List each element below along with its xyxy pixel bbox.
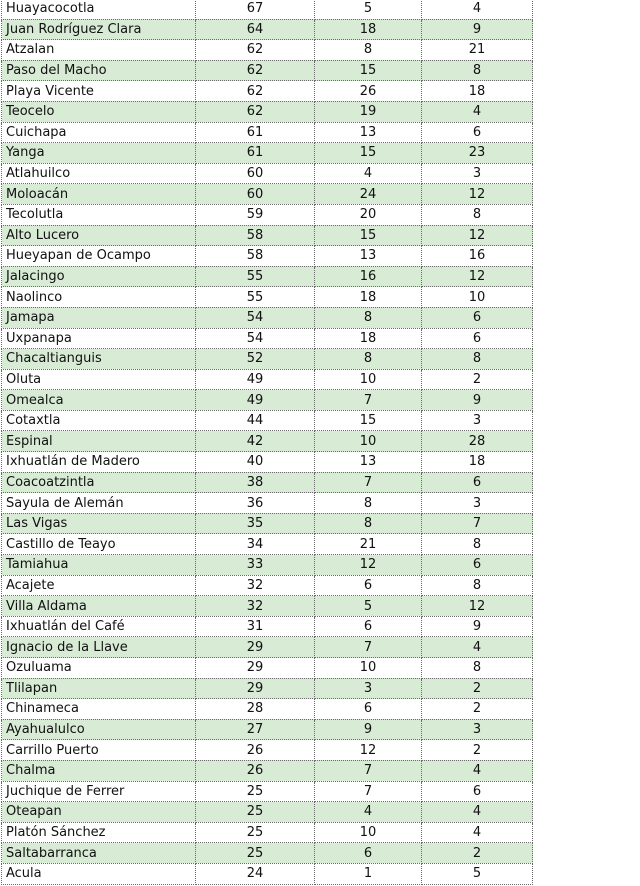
value-cell-1: 67 (196, 0, 315, 19)
value-cell-2: 4 (315, 163, 422, 184)
value-cell-1: 32 (196, 575, 315, 596)
value-cell-2: 18 (315, 19, 422, 40)
value-cell-2: 8 (315, 493, 422, 514)
municipality-name-cell: Ayahualulco (2, 719, 196, 740)
municipality-name-cell: Teocelo (2, 101, 196, 122)
municipality-name-cell: Cotaxtla (2, 410, 196, 431)
value-cell-1: 27 (196, 719, 315, 740)
municipality-name-cell: Uxpanapa (2, 328, 196, 349)
value-cell-3: 12 (422, 596, 533, 617)
table-row (2, 843, 533, 864)
value-cell-3: 2 (422, 740, 533, 761)
value-cell-3: 3 (422, 719, 533, 740)
value-cell-3: 16 (422, 246, 533, 267)
value-cell-2: 18 (315, 287, 422, 308)
value-cell-3: 2 (422, 699, 533, 720)
value-cell-2: 7 (315, 781, 422, 802)
value-cell-2: 6 (315, 843, 422, 864)
value-cell-1: 62 (196, 60, 315, 81)
table-row (2, 699, 533, 720)
table-row (2, 760, 533, 781)
value-cell-1: 55 (196, 266, 315, 287)
value-cell-2: 15 (315, 410, 422, 431)
table-row (2, 555, 533, 576)
value-cell-2: 15 (315, 60, 422, 81)
table-row (2, 40, 533, 61)
value-cell-2: 6 (315, 699, 422, 720)
municipality-name-cell: Cuichapa (2, 122, 196, 143)
value-cell-2: 10 (315, 431, 422, 452)
value-cell-1: 61 (196, 143, 315, 164)
value-cell-3: 8 (422, 349, 533, 370)
value-cell-2: 6 (315, 616, 422, 637)
table-row (2, 122, 533, 143)
municipality-name-cell: Hueyapan de Ocampo (2, 246, 196, 267)
municipality-name-cell: Oteapan (2, 802, 196, 823)
table-row (2, 493, 533, 514)
table-row (2, 0, 533, 19)
municipality-name-cell: Sayula de Alemán (2, 493, 196, 514)
value-cell-3: 9 (422, 19, 533, 40)
table-row (2, 163, 533, 184)
value-cell-2: 7 (315, 472, 422, 493)
municipality-name-cell: Villa Aldama (2, 596, 196, 617)
table-row (2, 781, 533, 802)
municipality-name-cell: Huayacocotla (2, 0, 196, 19)
value-cell-2: 24 (315, 184, 422, 205)
value-cell-3: 9 (422, 390, 533, 411)
municipality-name-cell: Juchique de Ferrer (2, 781, 196, 802)
table-row (2, 658, 533, 679)
value-cell-2: 5 (315, 596, 422, 617)
table-row (2, 143, 533, 164)
value-cell-1: 62 (196, 81, 315, 102)
value-cell-1: 34 (196, 534, 315, 555)
table-row (2, 513, 533, 534)
value-cell-3: 4 (422, 637, 533, 658)
table-row (2, 81, 533, 102)
value-cell-3: 3 (422, 493, 533, 514)
value-cell-1: 28 (196, 699, 315, 720)
municipality-name-cell: Ignacio de la Llave (2, 637, 196, 658)
table-row (2, 637, 533, 658)
value-cell-1: 25 (196, 802, 315, 823)
municipality-name-cell: Coacoatzintla (2, 472, 196, 493)
table-row (2, 452, 533, 473)
municipality-name-cell: Castillo de Teayo (2, 534, 196, 555)
table-row (2, 369, 533, 390)
table-row (2, 307, 533, 328)
municipality-name-cell: Espinal (2, 431, 196, 452)
value-cell-3: 4 (422, 101, 533, 122)
value-cell-3: 6 (422, 781, 533, 802)
value-cell-2: 19 (315, 101, 422, 122)
municipality-name-cell: Tamiahua (2, 555, 196, 576)
value-cell-3: 2 (422, 678, 533, 699)
value-cell-3: 6 (422, 307, 533, 328)
value-cell-1: 29 (196, 678, 315, 699)
table-row (2, 616, 533, 637)
municipality-name-cell: Moloacán (2, 184, 196, 205)
value-cell-3: 5 (422, 863, 533, 884)
value-cell-3: 8 (422, 204, 533, 225)
value-cell-3: 8 (422, 60, 533, 81)
value-cell-1: 49 (196, 369, 315, 390)
value-cell-2: 8 (315, 40, 422, 61)
value-cell-1: 58 (196, 246, 315, 267)
municipality-name-cell: Naolinco (2, 287, 196, 308)
municipality-table (1, 0, 533, 885)
municipality-name-cell: Jamapa (2, 307, 196, 328)
municipality-name-cell: Carrillo Puerto (2, 740, 196, 761)
table-row (2, 822, 533, 843)
municipality-name-cell: Omealca (2, 390, 196, 411)
table-row (2, 596, 533, 617)
value-cell-2: 7 (315, 390, 422, 411)
value-cell-2: 15 (315, 225, 422, 246)
value-cell-1: 55 (196, 287, 315, 308)
value-cell-1: 62 (196, 40, 315, 61)
value-cell-2: 3 (315, 678, 422, 699)
value-cell-3: 4 (422, 802, 533, 823)
value-cell-1: 62 (196, 101, 315, 122)
value-cell-2: 8 (315, 349, 422, 370)
table-row (2, 184, 533, 205)
value-cell-3: 8 (422, 534, 533, 555)
value-cell-3: 2 (422, 369, 533, 390)
table-row (2, 472, 533, 493)
value-cell-3: 6 (422, 472, 533, 493)
value-cell-2: 7 (315, 637, 422, 658)
value-cell-2: 13 (315, 452, 422, 473)
municipality-name-cell: Saltabarranca (2, 843, 196, 864)
table-row (2, 225, 533, 246)
value-cell-1: 31 (196, 616, 315, 637)
value-cell-3: 6 (422, 555, 533, 576)
value-cell-1: 42 (196, 431, 315, 452)
value-cell-1: 35 (196, 513, 315, 534)
municipality-name-cell: Chinameca (2, 699, 196, 720)
table-row (2, 266, 533, 287)
table-row (2, 431, 533, 452)
value-cell-1: 61 (196, 122, 315, 143)
value-cell-1: 33 (196, 555, 315, 576)
municipality-name-cell: Platón Sánchez (2, 822, 196, 843)
table-row (2, 863, 533, 884)
value-cell-1: 38 (196, 472, 315, 493)
value-cell-2: 7 (315, 760, 422, 781)
value-cell-1: 52 (196, 349, 315, 370)
municipality-name-cell: Yanga (2, 143, 196, 164)
municipality-name-cell: Acajete (2, 575, 196, 596)
table-row (2, 287, 533, 308)
value-cell-1: 58 (196, 225, 315, 246)
table-row (2, 410, 533, 431)
value-cell-1: 54 (196, 328, 315, 349)
value-cell-3: 2 (422, 843, 533, 864)
value-cell-3: 3 (422, 163, 533, 184)
value-cell-2: 16 (315, 266, 422, 287)
value-cell-2: 9 (315, 719, 422, 740)
value-cell-1: 64 (196, 19, 315, 40)
value-cell-3: 12 (422, 184, 533, 205)
value-cell-1: 59 (196, 204, 315, 225)
value-cell-1: 32 (196, 596, 315, 617)
value-cell-2: 26 (315, 81, 422, 102)
value-cell-3: 18 (422, 452, 533, 473)
value-cell-2: 6 (315, 575, 422, 596)
value-cell-2: 12 (315, 740, 422, 761)
municipality-name-cell: Ixhuatlán del Café (2, 616, 196, 637)
value-cell-1: 44 (196, 410, 315, 431)
value-cell-1: 60 (196, 163, 315, 184)
value-cell-2: 12 (315, 555, 422, 576)
value-cell-1: 24 (196, 863, 315, 884)
value-cell-2: 8 (315, 513, 422, 534)
value-cell-1: 54 (196, 307, 315, 328)
value-cell-2: 20 (315, 204, 422, 225)
value-cell-1: 60 (196, 184, 315, 205)
value-cell-2: 5 (315, 0, 422, 19)
value-cell-3: 18 (422, 81, 533, 102)
value-cell-3: 9 (422, 616, 533, 637)
table-row (2, 101, 533, 122)
value-cell-3: 12 (422, 225, 533, 246)
value-cell-3: 23 (422, 143, 533, 164)
value-cell-1: 29 (196, 637, 315, 658)
value-cell-3: 10 (422, 287, 533, 308)
value-cell-1: 25 (196, 781, 315, 802)
value-cell-1: 25 (196, 843, 315, 864)
value-cell-2: 13 (315, 246, 422, 267)
value-cell-3: 4 (422, 760, 533, 781)
value-cell-1: 26 (196, 760, 315, 781)
table-row (2, 719, 533, 740)
municipality-name-cell: Jalacingo (2, 266, 196, 287)
value-cell-2: 1 (315, 863, 422, 884)
value-cell-1: 49 (196, 390, 315, 411)
table-row (2, 349, 533, 370)
value-cell-1: 26 (196, 740, 315, 761)
value-cell-2: 10 (315, 822, 422, 843)
table-row (2, 740, 533, 761)
value-cell-3: 6 (422, 328, 533, 349)
table-row (2, 328, 533, 349)
value-cell-2: 13 (315, 122, 422, 143)
municipality-name-cell: Oluta (2, 369, 196, 390)
table-row (2, 246, 533, 267)
value-cell-2: 10 (315, 658, 422, 679)
table-row (2, 534, 533, 555)
table-row (2, 678, 533, 699)
value-cell-1: 40 (196, 452, 315, 473)
municipality-name-cell: Ixhuatlán de Madero (2, 452, 196, 473)
table-row (2, 204, 533, 225)
table-row (2, 19, 533, 40)
value-cell-2: 21 (315, 534, 422, 555)
municipality-name-cell: Atzalan (2, 40, 196, 61)
municipality-name-cell: Ozuluama (2, 658, 196, 679)
value-cell-1: 25 (196, 822, 315, 843)
value-cell-3: 3 (422, 410, 533, 431)
value-cell-3: 4 (422, 0, 533, 19)
value-cell-3: 7 (422, 513, 533, 534)
value-cell-2: 8 (315, 307, 422, 328)
table-row (2, 802, 533, 823)
value-cell-3: 12 (422, 266, 533, 287)
municipality-name-cell: Atlahuilco (2, 163, 196, 184)
municipality-name-cell: Paso del Macho (2, 60, 196, 81)
municipality-name-cell: Chacaltianguis (2, 349, 196, 370)
value-cell-2: 10 (315, 369, 422, 390)
value-cell-3: 28 (422, 431, 533, 452)
municipality-name-cell: Tecolutla (2, 204, 196, 225)
table-row (2, 390, 533, 411)
value-cell-2: 4 (315, 802, 422, 823)
value-cell-2: 15 (315, 143, 422, 164)
municipality-name-cell: Acula (2, 863, 196, 884)
municipality-name-cell: Alto Lucero (2, 225, 196, 246)
table-body (2, 0, 533, 884)
value-cell-1: 29 (196, 658, 315, 679)
value-cell-1: 36 (196, 493, 315, 514)
value-cell-3: 4 (422, 822, 533, 843)
value-cell-3: 21 (422, 40, 533, 61)
value-cell-3: 8 (422, 658, 533, 679)
value-cell-3: 8 (422, 575, 533, 596)
municipality-name-cell: Tlilapan (2, 678, 196, 699)
municipality-name-cell: Chalma (2, 760, 196, 781)
municipality-name-cell: Juan Rodríguez Clara (2, 19, 196, 40)
municipality-name-cell: Las Vigas (2, 513, 196, 534)
value-cell-2: 18 (315, 328, 422, 349)
table-row (2, 60, 533, 81)
value-cell-3: 6 (422, 122, 533, 143)
table-row (2, 575, 533, 596)
municipality-name-cell: Playa Vicente (2, 81, 196, 102)
